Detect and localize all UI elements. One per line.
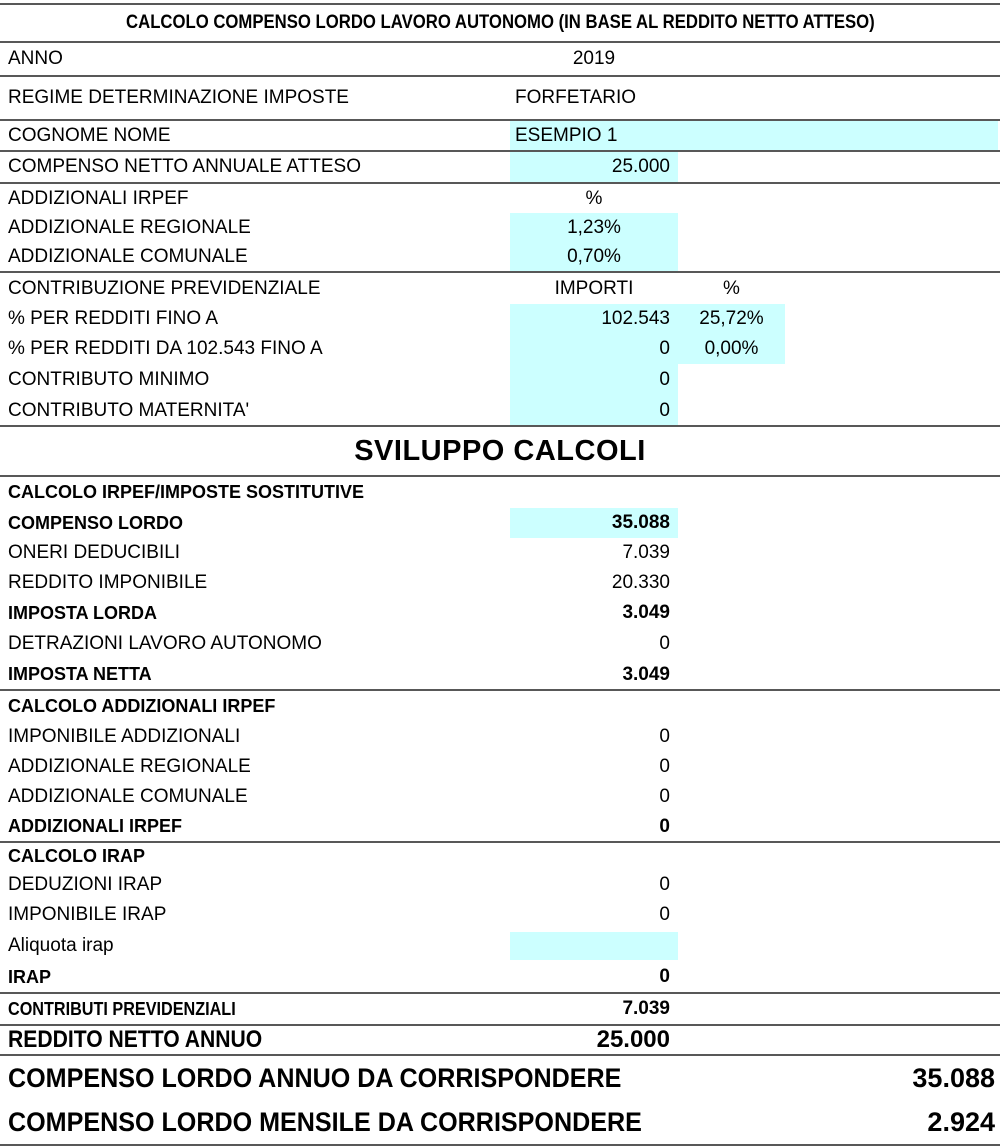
compenso-lordo-value-cell[interactable]: 35.088 — [510, 508, 678, 538]
row-addizionali-irpef-header — [0, 184, 1000, 213]
row-addizionale-regionale — [0, 213, 1000, 243]
detrazioni-lavoro-autonomo-value: 0 — [659, 633, 670, 655]
row-calcolo-irpef-header — [0, 477, 1000, 508]
row-redditi-fino-a — [0, 304, 1000, 334]
row-imposta-lorda — [0, 598, 1000, 628]
row-compenso-lordo — [0, 508, 1000, 538]
compenso-lordo-annuo-value: 35.088 — [912, 1063, 995, 1094]
row-compenso-netto — [0, 152, 1000, 184]
addizionale-regionale-label: ADDIZIONALE REGIONALE — [8, 217, 251, 239]
oneri-deducibili-value: 7.039 — [622, 542, 670, 564]
redditi-da-fino-a-importo-input-cell[interactable]: 0 — [510, 334, 678, 364]
addizionali-irpef-pct-column-header: % — [585, 187, 603, 209]
irap-label: IRAP — [8, 966, 52, 987]
row-sviluppo-calcoli — [0, 427, 1000, 477]
contributi-previdenziali-value: 7.039 — [622, 998, 670, 1020]
redditi-fino-a-pct-input-cell[interactable]: 25,72% — [678, 304, 785, 334]
calc-addizionale-regionale-label: ADDIZIONALE REGIONALE — [8, 756, 251, 778]
deduzioni-irap-label: DEDUZIONI IRAP — [8, 874, 163, 896]
deduzioni-irap-value: 0 — [659, 874, 670, 896]
imponibile-addizionali-label: IMPONIBILE ADDIZIONALI — [8, 726, 241, 748]
addizionale-comunale-label: ADDIZIONALE COMUNALE — [8, 246, 248, 268]
row-contributo-maternita — [0, 396, 1000, 427]
addizionali-irpef-total-value: 0 — [659, 815, 670, 837]
contributo-minimo-label: CONTRIBUTO MINIMO — [8, 369, 210, 391]
redditi-fino-a-label: % PER REDDITI FINO A — [8, 308, 219, 330]
contributo-minimo-input-cell[interactable]: 0 — [510, 364, 678, 396]
aliquota-irap-label: Aliquota irap — [8, 935, 114, 957]
calcolo-addizionali-header-label: CALCOLO ADDIZIONALI IRPEF — [8, 696, 276, 717]
row-compenso-lordo-annuo — [0, 1056, 1000, 1101]
contributo-maternita-input-cell[interactable]: 0 — [510, 396, 678, 425]
redditi-da-fino-a-pct-input-cell[interactable]: 0,00% — [678, 334, 785, 364]
row-regime — [0, 77, 1000, 121]
redditi-da-fino-a-label: % PER REDDITI DA 102.543 FINO A — [8, 338, 323, 360]
row-redditi-da-fino-a — [0, 334, 1000, 364]
imposta-netta-label: IMPOSTA NETTA — [8, 664, 152, 685]
row-reddito-imponibile — [0, 568, 1000, 598]
row-irap — [0, 962, 1000, 994]
compenso-lordo-mensile-label: COMPENSO LORDO MENSILE DA CORRISPONDERE — [8, 1107, 642, 1138]
pct-column-header: % — [723, 277, 740, 299]
oneri-deducibili-label: ONERI DEDUCIBILI — [8, 542, 181, 564]
addizionali-irpef-total-label: ADDIZIONALI IRPEF — [8, 816, 182, 837]
row-contributi-previdenziali — [0, 994, 1000, 1026]
reddito-imponibile-value: 20.330 — [611, 572, 670, 594]
irap-value: 0 — [659, 966, 670, 988]
cognome-nome-input-cell[interactable]: ESEMPIO 1 — [510, 121, 998, 150]
row-anno — [0, 43, 1000, 77]
calc-addizionale-regionale-value: 0 — [659, 756, 670, 778]
imponibile-addizionali-value: 0 — [659, 726, 670, 748]
compenso-netto-input-cell[interactable]: 25.000 — [510, 152, 678, 182]
row-imposta-netta — [0, 660, 1000, 691]
row-calcolo-irap-header — [0, 843, 1000, 870]
imposta-lorda-label: IMPOSTA LORDA — [8, 602, 157, 623]
regime-label: REGIME DETERMINAZIONE IMPOSTE — [8, 87, 349, 109]
row-oneri-deducibili — [0, 538, 1000, 568]
anno-value: 2019 — [572, 48, 616, 70]
row-calc-addizionale-comunale — [0, 782, 1000, 812]
compenso-lordo-mensile-value: 2.924 — [927, 1107, 995, 1138]
calc-addizionale-comunale-label: ADDIZIONALE COMUNALE — [8, 786, 248, 808]
addizionale-regionale-input-cell[interactable]: 1,23% — [510, 213, 678, 243]
anno-label: ANNO — [8, 48, 63, 70]
row-contribuzione-header — [0, 273, 1000, 304]
cognome-nome-label: COGNOME NOME — [8, 124, 171, 146]
imponibile-irap-label: IMPONIBILE IRAP — [8, 904, 167, 926]
calcolo-irpef-header-label: CALCOLO IRPEF/IMPOSTE SOSTITUTIVE — [8, 482, 365, 503]
imposta-netta-value: 3.049 — [622, 663, 670, 685]
importi-column-header: IMPORTI — [554, 277, 634, 299]
calc-addizionale-comunale-value: 0 — [659, 786, 670, 808]
aliquota-irap-input-cell[interactable] — [510, 932, 678, 960]
section-title: SVILUPPO CALCOLI — [354, 434, 646, 467]
contribuzione-header-label: CONTRIBUZIONE PREVIDENZIALE — [8, 277, 321, 299]
row-cognome-nome — [0, 121, 1000, 152]
regime-value: FORFETARIO — [515, 87, 637, 109]
row-reddito-netto-annuo — [0, 1026, 1000, 1056]
calcolo-irap-header-label: CALCOLO IRAP — [8, 846, 145, 867]
page-title: CALCOLO COMPENSO LORDO LAVORO AUTONOMO (IN BASE AL REDDITO NETTO ATTESO) — [125, 12, 875, 34]
row-calcolo-addizionali-header — [0, 691, 1000, 722]
compenso-lordo-annuo-label: COMPENSO LORDO ANNUO DA CORRISPONDERE — [8, 1063, 622, 1094]
reddito-imponibile-label: REDDITO IMPONIBILE — [8, 572, 208, 594]
row-imponibile-irap — [0, 900, 1000, 930]
addizionali-irpef-header-label: ADDIZIONALI IRPEF — [8, 187, 189, 209]
row-contributo-minimo — [0, 364, 1000, 396]
row-aliquota-irap — [0, 930, 1000, 962]
redditi-fino-a-importo-input-cell[interactable]: 102.543 — [510, 304, 678, 334]
row-deduzioni-irap — [0, 870, 1000, 900]
row-addizionali-irpef-total — [0, 812, 1000, 843]
row-calc-addizionale-regionale — [0, 752, 1000, 782]
imposta-lorda-value: 3.049 — [622, 602, 670, 624]
compenso-netto-label: COMPENSO NETTO ANNUALE ATTESO — [8, 156, 361, 178]
compenso-lordo-label: COMPENSO LORDO — [8, 512, 184, 533]
addizionale-comunale-input-cell[interactable]: 0,70% — [510, 243, 678, 271]
detrazioni-lavoro-autonomo-label: DETRAZIONI LAVORO AUTONOMO — [8, 633, 322, 655]
row-detrazioni-lavoro-autonomo — [0, 628, 1000, 660]
row-title — [0, 3, 1000, 43]
row-imponibile-addizionali — [0, 722, 1000, 752]
contributo-maternita-label: CONTRIBUTO MATERNITA' — [8, 399, 250, 421]
row-compenso-lordo-mensile — [0, 1101, 1000, 1146]
imponibile-irap-value: 0 — [659, 904, 670, 926]
reddito-netto-annuo-label: REDDITO NETTO ANNUO — [8, 1026, 263, 1054]
reddito-netto-annuo-value: 25.000 — [596, 1026, 670, 1054]
row-addizionale-comunale — [0, 243, 1000, 273]
contributi-previdenziali-label: CONTRIBUTI PREVIDENZIALI — [8, 998, 236, 1019]
